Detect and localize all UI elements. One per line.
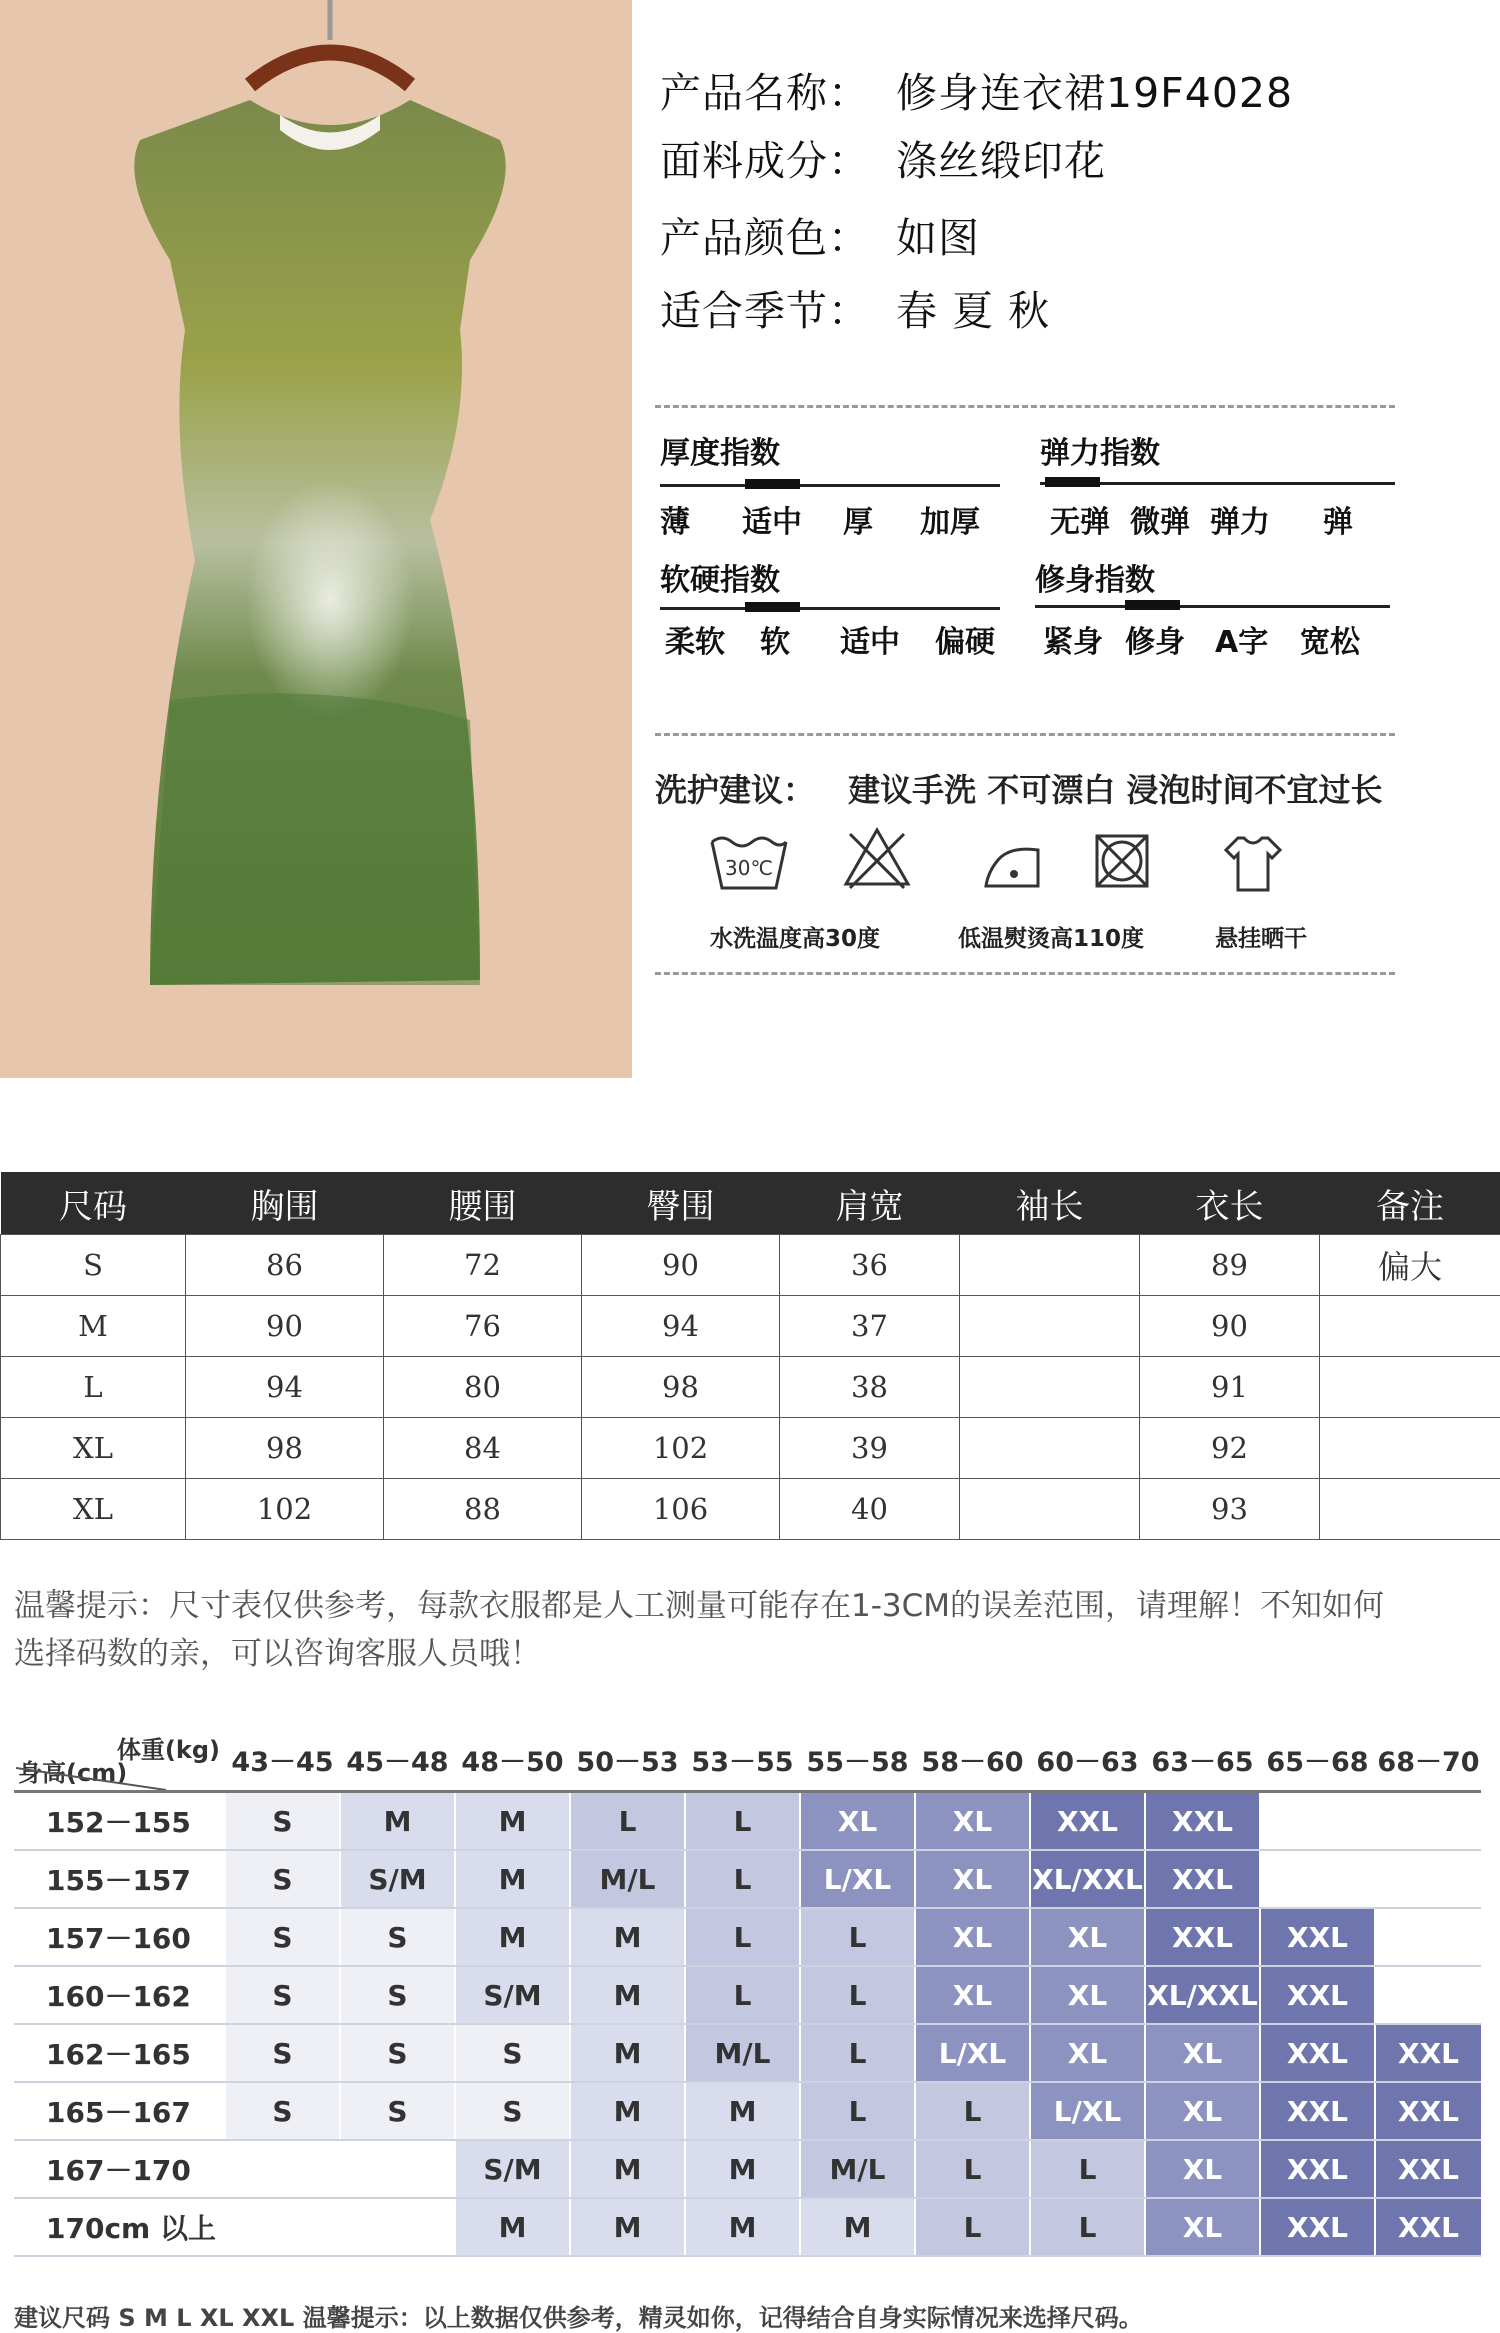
thickness-title: 厚度指数 xyxy=(660,428,780,472)
recommended-size-cell: L/XL xyxy=(915,2024,1030,2082)
height-range: 160－162 xyxy=(15,1966,225,2024)
recommended-size-cell: L xyxy=(800,1966,915,2024)
recommendation-footnote: 建议尺码 S M L XL XXL 温馨提示：以上数据仅供参考，精灵如你，记得结合自身实际情况来选择尺码。 xyxy=(14,2298,1143,2333)
care-caption: 悬挂晒干 xyxy=(1215,920,1307,953)
recommended-size-cell: XL xyxy=(915,1908,1030,1966)
height-range: 152－155 xyxy=(15,1792,225,1851)
recommended-size-cell: M xyxy=(570,2140,685,2198)
fit-marker xyxy=(1125,600,1180,610)
recommended-size-cell: L/XL xyxy=(800,1850,915,1908)
column-header: 尺码 xyxy=(1,1172,186,1235)
recommended-size-cell: M xyxy=(685,2198,800,2256)
care-caption: 水洗温度高30度 xyxy=(710,920,880,953)
recommended-size-cell: S xyxy=(225,2024,340,2082)
recommended-size-cell: L xyxy=(1030,2198,1145,2256)
size-cell: 86 xyxy=(186,1235,384,1296)
recommended-size-cell: S xyxy=(225,1908,340,1966)
no-tumble-dry-icon xyxy=(1093,832,1151,890)
recommended-size-cell: XL xyxy=(1030,1966,1145,2024)
recommended-size-cell: L xyxy=(685,1908,800,1966)
fabric-row xyxy=(660,128,1106,187)
column-header: 袖长 xyxy=(960,1172,1140,1235)
recommended-size-cell: M xyxy=(570,2082,685,2140)
recommended-size-cell: M xyxy=(685,2140,800,2198)
fit-option: 宽松 xyxy=(1300,617,1360,661)
recommended-size-cell: M xyxy=(570,2024,685,2082)
hang-dry-icon xyxy=(1222,832,1284,894)
recommended-size-cell: S xyxy=(340,1966,455,2024)
recommended-size-cell xyxy=(1375,1908,1481,1966)
column-header: 臀围 xyxy=(582,1172,780,1235)
divider xyxy=(655,733,1395,736)
size-cell: 102 xyxy=(186,1479,384,1540)
size-cell: 偏大 xyxy=(1320,1235,1500,1296)
fit-scale xyxy=(1035,605,1390,608)
recommended-size-cell: XL xyxy=(1030,2024,1145,2082)
weight-range: 58－60 xyxy=(915,1728,1030,1792)
recommended-size-cell: M xyxy=(570,1966,685,2024)
recommended-size-cell xyxy=(225,2140,340,2198)
recommended-size-cell: XXL xyxy=(1375,2082,1481,2140)
recommended-size-cell xyxy=(340,2140,455,2198)
fabric-label: 面料成分： xyxy=(660,128,870,187)
weight-axis-label: 体重(kg) xyxy=(117,1730,220,1765)
size-tip-line2: 选择码数的亲，可以咨询客服人员哦！ xyxy=(14,1628,541,1673)
recommended-size-cell: XL xyxy=(1145,2024,1260,2082)
column-header: 肩宽 xyxy=(780,1172,960,1235)
recommended-size-cell: M xyxy=(455,1850,570,1908)
size-cell xyxy=(1320,1479,1500,1540)
recommended-size-cell: XXL xyxy=(1145,1850,1260,1908)
product-name-row xyxy=(660,60,1293,119)
thickness-scale xyxy=(660,484,1000,487)
recommended-size-cell: S xyxy=(340,2024,455,2082)
size-cell xyxy=(960,1296,1140,1357)
recommended-size-cell: L xyxy=(915,2140,1030,2198)
size-cell: S xyxy=(1,1235,186,1296)
softness-marker xyxy=(745,602,800,612)
size-cell: 90 xyxy=(582,1235,780,1296)
weight-header-row xyxy=(15,1728,1481,1792)
column-header: 胸围 xyxy=(186,1172,384,1235)
height-axis-label: 身高(cm) xyxy=(18,1753,127,1788)
weight-range: 50－53 xyxy=(570,1728,685,1792)
size-cell xyxy=(960,1357,1140,1418)
size-cell: 36 xyxy=(780,1235,960,1296)
size-cell xyxy=(1320,1357,1500,1418)
size-cell: XL xyxy=(1,1418,186,1479)
recommended-size-cell: XL xyxy=(915,1792,1030,1851)
size-cell: 90 xyxy=(1140,1296,1320,1357)
weight-range: 63－65 xyxy=(1145,1728,1260,1792)
height-range: 162－165 xyxy=(15,2024,225,2082)
softness-option: 软 xyxy=(760,617,790,661)
size-cell: L xyxy=(1,1357,186,1418)
recommended-size-cell xyxy=(225,2198,340,2256)
divider xyxy=(655,405,1395,408)
weight-range: 53－55 xyxy=(685,1728,800,1792)
recommended-size-cell: XL xyxy=(800,1792,915,1851)
recommended-size-cell: L/XL xyxy=(1030,2082,1145,2140)
recommended-size-cell: XL xyxy=(915,1850,1030,1908)
divider xyxy=(655,972,1395,975)
corner-cell xyxy=(15,1728,225,1792)
fit-option: 修身 xyxy=(1125,617,1185,661)
column-header: 衣长 xyxy=(1140,1172,1320,1235)
recommended-size-cell: S xyxy=(455,2082,570,2140)
size-cell: 89 xyxy=(1140,1235,1320,1296)
height-row xyxy=(15,1966,1481,2024)
recommended-size-cell: L xyxy=(685,1850,800,1908)
height-row xyxy=(15,2198,1481,2256)
care-caption: 低温熨烫高110度 xyxy=(958,920,1144,953)
size-cell: 98 xyxy=(186,1418,384,1479)
no-bleach-icon xyxy=(842,826,912,890)
recommended-size-cell: M xyxy=(340,1792,455,1851)
recommended-size-cell: XXL xyxy=(1375,2140,1481,2198)
column-header: 备注 xyxy=(1320,1172,1500,1235)
size-row xyxy=(1,1235,1500,1296)
recommended-size-cell: S xyxy=(225,1850,340,1908)
height-range: 167－170 xyxy=(15,2140,225,2198)
elasticity-option: 无弹 xyxy=(1050,497,1110,541)
height-row xyxy=(15,2082,1481,2140)
recommended-size-cell: M/L xyxy=(685,2024,800,2082)
recommended-size-cell xyxy=(340,2198,455,2256)
recommended-size-cell: L xyxy=(1030,2140,1145,2198)
season-row xyxy=(660,278,1050,337)
height-range: 157－160 xyxy=(15,1908,225,1966)
elasticity-option: 弹 xyxy=(1323,497,1353,541)
recommended-size-cell: S xyxy=(340,1908,455,1966)
size-cell xyxy=(960,1418,1140,1479)
elasticity-title: 弹力指数 xyxy=(1040,428,1160,472)
recommended-size-cell: L xyxy=(685,1966,800,2024)
weight-range: 48－50 xyxy=(455,1728,570,1792)
size-cell: 91 xyxy=(1140,1357,1320,1418)
recommended-size-cell: XXL xyxy=(1030,1792,1145,1851)
column-header: 腰围 xyxy=(384,1172,582,1235)
recommended-size-cell: XXL xyxy=(1260,1966,1375,2024)
elasticity-option: 微弹 xyxy=(1130,497,1190,541)
fit-option: 紧身 xyxy=(1043,617,1103,661)
recommended-size-cell: L xyxy=(915,2198,1030,2256)
recommended-size-cell: L xyxy=(800,2082,915,2140)
size-cell: 38 xyxy=(780,1357,960,1418)
size-chart-table xyxy=(0,1172,1500,1540)
color-row xyxy=(660,205,980,264)
care-advice: 建议手洗 不可漂白 浸泡时间不宜过长 xyxy=(848,771,1382,809)
size-cell: 102 xyxy=(582,1418,780,1479)
recommended-size-cell: XL xyxy=(1145,2140,1260,2198)
size-cell xyxy=(1320,1418,1500,1479)
softness-title: 软硬指数 xyxy=(660,555,780,599)
recommended-size-cell: XXL xyxy=(1260,2140,1375,2198)
size-cell: 40 xyxy=(780,1479,960,1540)
weight-range: 55－58 xyxy=(800,1728,915,1792)
height-range: 165－167 xyxy=(15,2082,225,2140)
size-header-row xyxy=(1,1172,1500,1235)
product-name-label: 产品名称： xyxy=(660,60,870,119)
size-cell: M xyxy=(1,1296,186,1357)
recommended-size-cell: XL xyxy=(1145,2198,1260,2256)
softness-option: 适中 xyxy=(840,617,900,661)
size-cell: 72 xyxy=(384,1235,582,1296)
softness-option: 柔软 xyxy=(665,617,725,661)
recommended-size-cell: XL/XXL xyxy=(1145,1966,1260,2024)
size-cell: 94 xyxy=(186,1357,384,1418)
season-label: 适合季节： xyxy=(660,278,870,337)
recommended-size-cell: L xyxy=(570,1792,685,1851)
fit-option: A字 xyxy=(1215,617,1268,661)
size-cell: 37 xyxy=(780,1296,960,1357)
thickness-option: 薄 xyxy=(660,497,690,541)
iron-low-icon xyxy=(980,838,1044,892)
wash-30-icon xyxy=(708,830,790,892)
wash-temp-text: 30℃ xyxy=(725,856,773,880)
size-cell: 84 xyxy=(384,1418,582,1479)
size-cell: 90 xyxy=(186,1296,384,1357)
height-row xyxy=(15,2140,1481,2198)
thickness-marker xyxy=(745,479,800,489)
size-row xyxy=(1,1296,1500,1357)
weight-range: 43－45 xyxy=(225,1728,340,1792)
recommended-size-cell: L xyxy=(800,2024,915,2082)
recommended-size-cell: S/M xyxy=(455,1966,570,2024)
weight-range: 65－68 xyxy=(1260,1728,1375,1792)
recommended-size-cell xyxy=(1375,1792,1481,1851)
recommended-size-cell: XXL xyxy=(1145,1908,1260,1966)
care-heading xyxy=(655,765,1382,811)
fabric-value: 涤丝缎印花 xyxy=(896,128,1106,187)
height-row xyxy=(15,1792,1481,1851)
size-tip-line1: 温馨提示：尺寸表仅供参考，每款衣服都是人工测量可能存在1-3CM的误差范围，请理解！不知如何 xyxy=(14,1580,1384,1625)
product-photo xyxy=(0,0,632,1078)
recommended-size-cell: XXL xyxy=(1145,1792,1260,1851)
thickness-option: 加厚 xyxy=(920,497,980,541)
height-row xyxy=(15,1908,1481,1966)
thickness-option: 厚 xyxy=(843,497,873,541)
fit-title: 修身指数 xyxy=(1035,555,1155,599)
size-cell xyxy=(960,1235,1140,1296)
weight-range: 45－48 xyxy=(340,1728,455,1792)
recommended-size-cell xyxy=(1375,1850,1481,1908)
height-range: 170cm 以上 xyxy=(15,2198,225,2256)
softness-option: 偏硬 xyxy=(935,617,995,661)
product-name-value: 修身连衣裙19F4028 xyxy=(896,60,1293,119)
thickness-option: 适中 xyxy=(742,497,802,541)
recommended-size-cell: M/L xyxy=(570,1850,685,1908)
size-row xyxy=(1,1479,1500,1540)
recommended-size-cell: M xyxy=(570,2198,685,2256)
size-cell: 76 xyxy=(384,1296,582,1357)
size-cell xyxy=(1320,1296,1500,1357)
softness-scale xyxy=(660,607,1000,610)
size-cell xyxy=(960,1479,1140,1540)
recommended-size-cell: XL/XXL xyxy=(1030,1850,1145,1908)
recommended-size-cell: M xyxy=(455,1792,570,1851)
size-recommendation-table xyxy=(14,1728,1481,2257)
recommended-size-cell: M xyxy=(570,1908,685,1966)
recommended-size-cell: S xyxy=(225,2082,340,2140)
size-cell: 39 xyxy=(780,1418,960,1479)
size-cell: 93 xyxy=(1140,1479,1320,1540)
recommended-size-cell: S xyxy=(340,2082,455,2140)
weight-range: 68－70 xyxy=(1375,1728,1481,1792)
recommended-size-cell: XXL xyxy=(1375,2198,1481,2256)
height-row xyxy=(15,1850,1481,1908)
size-row xyxy=(1,1418,1500,1479)
recommended-size-cell: M xyxy=(455,1908,570,1966)
size-cell: 94 xyxy=(582,1296,780,1357)
recommended-size-cell xyxy=(1260,1792,1375,1851)
size-cell: 80 xyxy=(384,1357,582,1418)
recommended-size-cell xyxy=(1375,1966,1481,2024)
size-cell: 98 xyxy=(582,1357,780,1418)
color-value: 如图 xyxy=(896,205,980,264)
recommended-size-cell: XXL xyxy=(1260,2198,1375,2256)
season-value: 春 夏 秋 xyxy=(896,278,1050,337)
size-row xyxy=(1,1357,1500,1418)
recommended-size-cell: L xyxy=(800,1908,915,1966)
elasticity-option: 弹力 xyxy=(1210,497,1270,541)
care-title: 洗护建议： xyxy=(655,771,815,809)
recommended-size-cell: S xyxy=(455,2024,570,2082)
recommended-size-cell: S xyxy=(225,1966,340,2024)
recommended-size-cell: XXL xyxy=(1375,2024,1481,2082)
recommended-size-cell: XL xyxy=(1030,1908,1145,1966)
recommended-size-cell: M xyxy=(455,2198,570,2256)
recommended-size-cell: L xyxy=(685,1792,800,1851)
recommended-size-cell: S/M xyxy=(455,2140,570,2198)
recommended-size-cell: XXL xyxy=(1260,2082,1375,2140)
recommended-size-cell: M xyxy=(800,2198,915,2256)
weight-range: 60－63 xyxy=(1030,1728,1145,1792)
size-cell: 106 xyxy=(582,1479,780,1540)
recommended-size-cell: M/L xyxy=(800,2140,915,2198)
recommended-size-cell: XXL xyxy=(1260,1908,1375,1966)
recommended-size-cell: XL xyxy=(1145,2082,1260,2140)
recommended-size-cell: S/M xyxy=(340,1850,455,1908)
size-cell: 88 xyxy=(384,1479,582,1540)
size-cell: XL xyxy=(1,1479,186,1540)
recommended-size-cell: S xyxy=(225,1792,340,1851)
color-label: 产品颜色： xyxy=(660,205,870,264)
recommended-size-cell: M xyxy=(685,2082,800,2140)
height-row xyxy=(15,2024,1481,2082)
size-cell: 92 xyxy=(1140,1418,1320,1479)
recommended-size-cell: XXL xyxy=(1260,2024,1375,2082)
recommended-size-cell: L xyxy=(915,2082,1030,2140)
elasticity-marker xyxy=(1045,477,1100,487)
height-range: 155－157 xyxy=(15,1850,225,1908)
recommended-size-cell xyxy=(1260,1850,1375,1908)
recommended-size-cell: XL xyxy=(915,1966,1030,2024)
